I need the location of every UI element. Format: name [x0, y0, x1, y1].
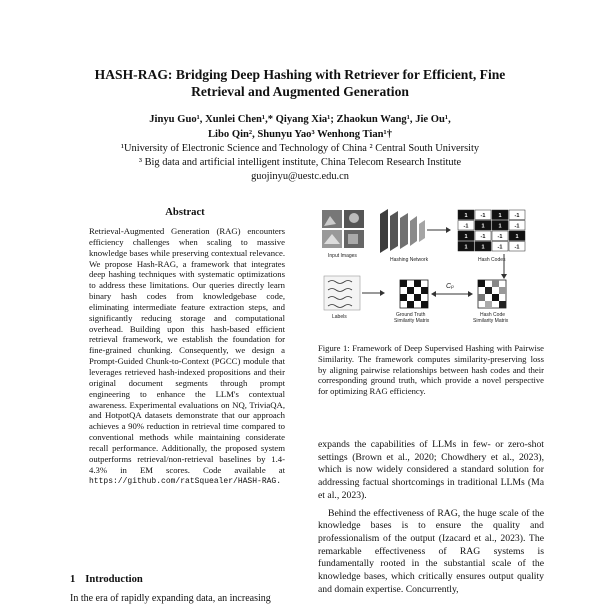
input-images-label: Input Images: [328, 253, 357, 259]
affiliations: [40, 142, 560, 170]
hash-code-value: 1: [464, 234, 468, 240]
hash-code-value: -1: [514, 223, 520, 230]
paper-title: [60, 66, 540, 100]
paper-title-line-1: HASH-RAG: Bridging Deep Hashing with Retriever for Efficient, Fine: [94, 67, 506, 82]
hash-code-value: -1: [497, 244, 503, 251]
section-title: Introduction: [85, 574, 143, 585]
author-list: [60, 112, 540, 142]
abstract-heading: Abstract: [165, 207, 205, 218]
figure-framework: [318, 204, 544, 338]
hash-code-value: -1: [480, 213, 486, 219]
hash-code-value: 1: [464, 244, 468, 251]
hash-codes-label: Hash Codes: [478, 257, 506, 263]
input-images-icon: [322, 210, 364, 248]
hashing-network-label: Hashing Network: [390, 257, 429, 263]
section-heading-introduction: [70, 574, 153, 585]
contact-email[interactable]: guojinyu@uestc.edu.cn: [251, 171, 349, 182]
loss-label: Cₚ: [446, 283, 455, 290]
hash-code-value: 1: [515, 234, 519, 240]
hash-code-value: -1: [497, 234, 503, 240]
abstract-body: [89, 226, 285, 488]
hash-code-value: 1: [481, 244, 485, 251]
hash-code-value: 1: [498, 223, 502, 230]
code-link[interactable]: https://github.com/ratSquealer/HASH-RAG.: [89, 477, 282, 487]
affiliation-line-1: ¹University of Electronic Science and Technology of China ² Central South University: [120, 143, 480, 154]
figure-caption: Figure 1: Framework of Deep Supervised Hashing with Pairwise Similarity. The framework computes similarity-preserving loss by aligning pairwise relationships between hash codes and their corresponding ground truth, which provide a novel perspective for optimizing RAG efficiency.: [318, 343, 544, 397]
hash-code-value: -1: [480, 234, 486, 240]
ground-truth-label: Ground Truth: [396, 312, 426, 318]
paper-title-line-2: Retrieval and Augmented Generation: [191, 84, 409, 99]
hash-code-label: Hash Code: [480, 312, 506, 318]
hash-similarity-label: Similarity Matrix: [473, 318, 509, 324]
hash-code-value: 1: [481, 223, 485, 230]
hash-code-value: 1: [464, 213, 468, 219]
section-number: 1: [70, 574, 76, 585]
hash-similarity-matrix-icon: [478, 280, 506, 308]
abstract-text: Retrieval-Augmented Generation (RAG) encounters efficiency challenges when scaling to massive knowledge bases while preserving contextual relevance. We propose Hash-RAG, a framework that integrates deep hashing techniques with systematic optimizations to address these limitations. Our queries directly learn binary hash codes from knowledgebase code, eliminating intermediate feature extraction steps, and significantly reducing storage and computational overhead. Building upon this hash-based efficient retrieval framework, we establish the foundation for fine-grained chunking. Consequently, we design a Prompt-Guided Chunk-to-Context (PGCC) module that leverages retrieved hash-indexed propositions and their original document segments through prompt engineering to enhance the LLM's contextual awareness. Experimental evaluations on NQ, TriviaQA, and HotpotQA datasets demonstrate that our approach achieves a 90% reduction in retrieval time compared to conventional methods while maintaining considerate recall performance. Additionally, the proposed system outperforms retrieval/non-retrieval baselines by 1.4-4.3% in EM scores. Code available at: [89, 226, 285, 475]
authors-line-2: Libo Qin², Shunyu Yao³ Wenhong Tian¹†: [207, 129, 393, 140]
ground-truth-matrix-icon: [400, 280, 428, 308]
hash-code-value: -1: [514, 244, 520, 251]
hash-code-value: 1: [498, 213, 502, 219]
authors-line-1: Jinyu Guo¹, Xunlei Chen¹,* Qiyang Xia¹; Zhaokun Wang¹, Jie Ou¹,: [149, 114, 451, 125]
labels-label: Labels: [332, 314, 347, 320]
affiliation-line-2: ³ Big data and artificial intelligent institute, China Telecom Research Institute: [138, 157, 462, 168]
labels-icon: [324, 276, 385, 310]
right-paragraph-1: expands the capabilities of LLMs in few- or zero-shot settings (Brown et al., 2020; Chowdhery et al., 2023), which is now widely considered a standard solution for addressing factual shortcomings in traditional LLMs (Ma et al., 2023).: [318, 439, 544, 501]
hash-code-value: -1: [514, 213, 520, 219]
hash-codes-grid: [458, 210, 525, 251]
right-column-text: [318, 439, 544, 596]
ground-truth-similarity-label: Similarity Matrix: [394, 318, 430, 324]
hashing-network-icon: [380, 209, 451, 253]
hash-code-value: -1: [463, 223, 469, 230]
introduction-first-line: In the era of rapidly expanding data, an increasing: [70, 593, 271, 604]
right-paragraph-2: Behind the effectiveness of RAG, the huge scale of the knowledge bases is to ensure the quality and professionalism of the output (Izacard et al., 2023). The remarkable effectiveness of RAG systems is fundamentally rooted in the substantial scale of the knowledge bases, which critically ensures output quality and domain expertise. Concurrently,: [318, 507, 544, 595]
